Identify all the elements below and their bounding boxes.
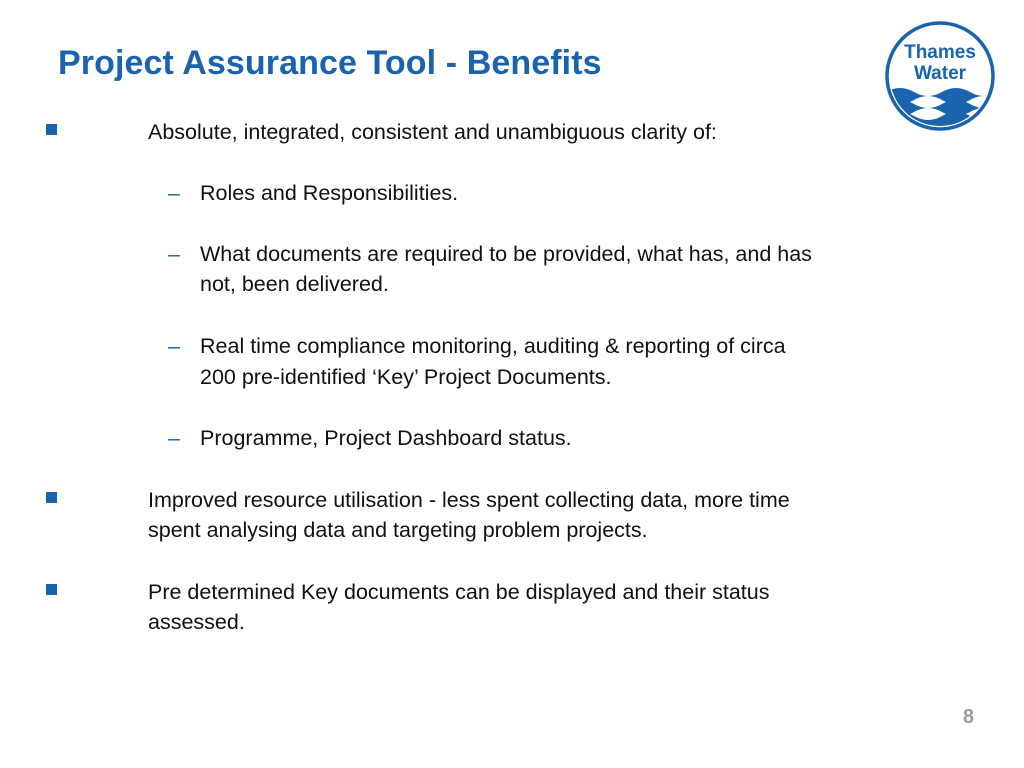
sub-bullet-text: Roles and Responsibilities.	[200, 181, 459, 205]
bullet-square-icon	[46, 492, 57, 503]
sub-bullet-text: not, been delivered.	[200, 272, 389, 296]
dash-icon: –	[168, 181, 180, 205]
bullet-text: Pre determined Key documents can be displayed and their status	[148, 580, 770, 604]
sub-bullet-text: Real time compliance monitoring, auditing & reporting of circa	[200, 334, 786, 358]
sub-bullet-text: Programme, Project Dashboard status.	[200, 426, 572, 450]
sub-bullet-text: 200 pre-identified ‘Key’ Project Documents.	[200, 365, 612, 389]
bullet-text: assessed.	[148, 610, 245, 634]
bullet-text: Improved resource utilisation - less spent collecting data, more time	[148, 488, 790, 512]
sub-bullet-text: What documents are required to be provided, what has, and has	[200, 242, 812, 266]
bullet-text: spent analysing data and targeting problem projects.	[148, 518, 648, 542]
bullet-text: Absolute, integrated, consistent and unambiguous clarity of:	[148, 120, 717, 144]
bullet-square-icon	[46, 584, 57, 595]
logo-text-line2: Water	[913, 63, 967, 84]
bullet-square-icon	[46, 124, 57, 135]
slide-title: Project Assurance Tool - Benefits	[58, 44, 602, 82]
dash-icon: –	[168, 242, 180, 266]
page-number: 8	[962, 706, 974, 728]
dash-icon: –	[168, 426, 180, 450]
logo-text-line1: Thames	[904, 42, 976, 63]
dash-icon: –	[168, 334, 180, 358]
